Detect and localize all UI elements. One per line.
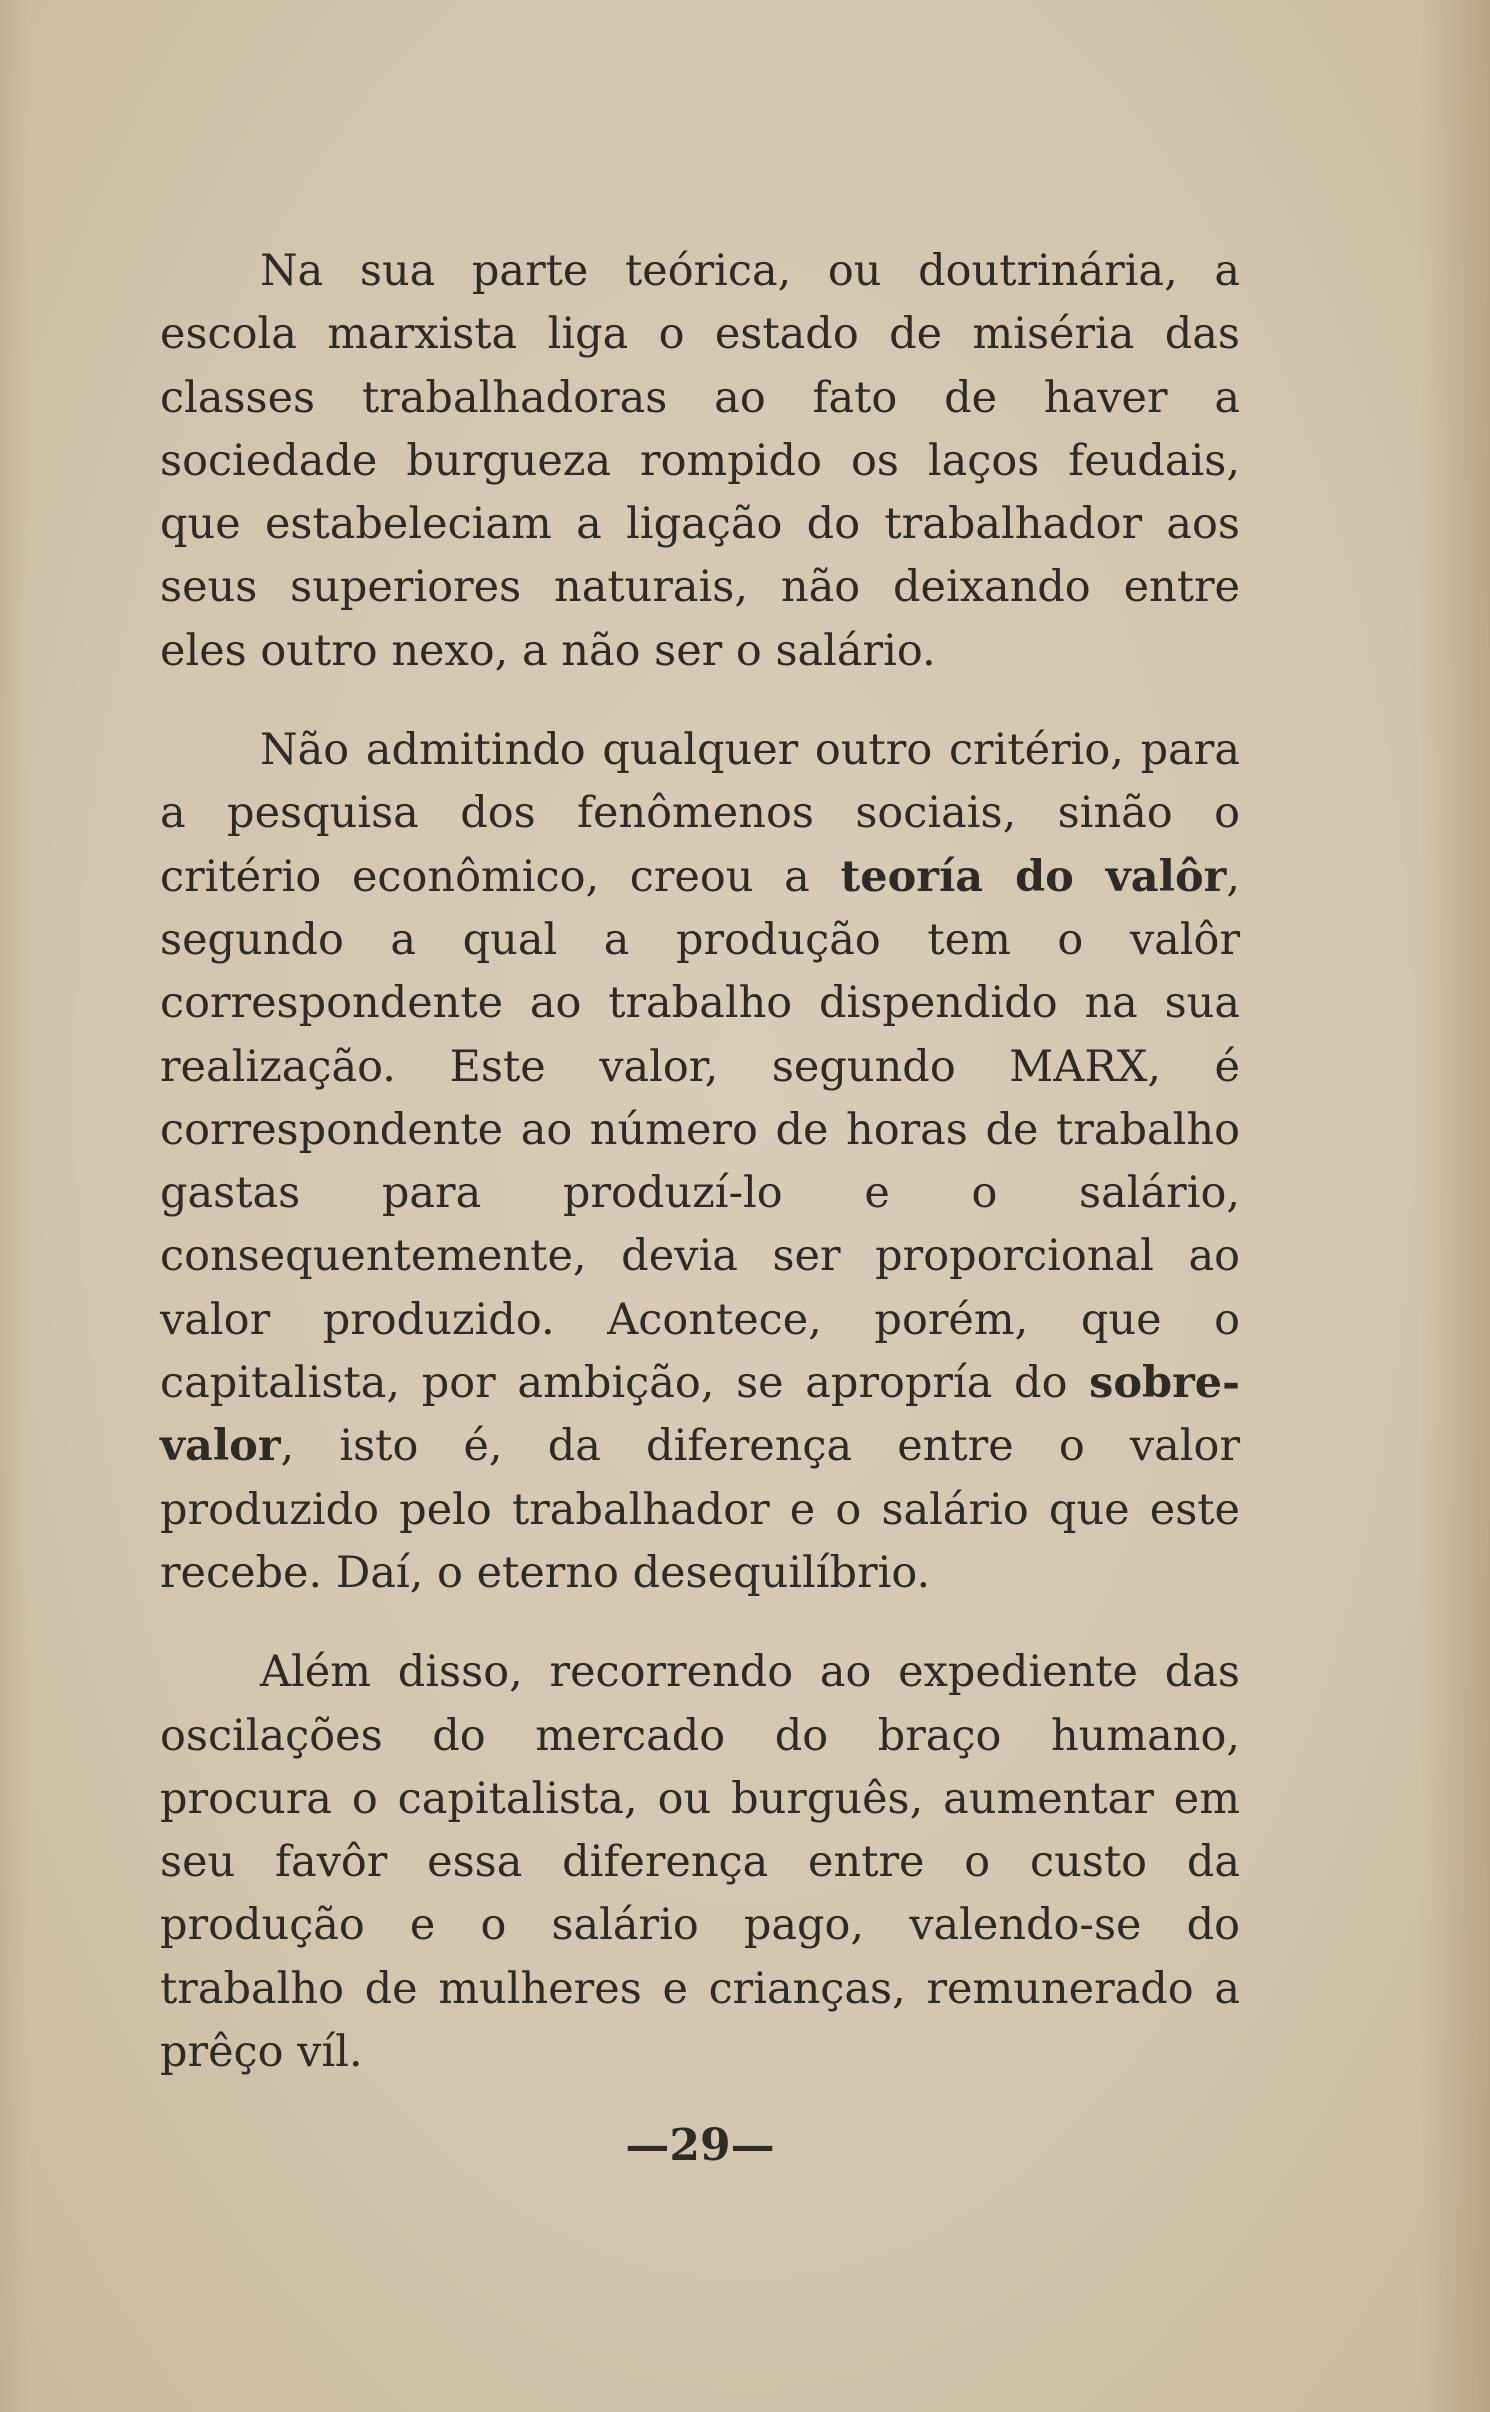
paragraph-3-text: Além disso, recorrendo ao expediente das oscilações do mercado do braço humano, procura o capitalista, ou burguês, aumentar em seu favôr essa diferença entre o custo da produção e o salário pago, valendo-se do trabalho de mulheres e crianças, remunerado a prêço víl. (160, 1647, 1240, 2078)
term-teoria-do-valor: teoría do valôr (840, 851, 1227, 902)
term-sobre-valor: sobre-valor (160, 1358, 1240, 1472)
body-text (160, 240, 1240, 2120)
page-edge-shadow-left (0, 0, 30, 2412)
page-edge-shadow-right (1420, 0, 1490, 2412)
paragraph-1 (160, 240, 1240, 683)
page-number: —29— (625, 2120, 775, 2171)
paragraph-1-text: Na sua parte teórica, ou doutrinária, a escola marxista liga o estado de miséria das classes trabalhadoras ao fato de haver a sociedade burgueza rompido os laços feudais, que estabeleciam a ligação do trabalhador aos seus superiores naturais, não deixando entre eles outro nexo, a não ser o salário. (160, 246, 1240, 676)
paragraph-2 (160, 719, 1240, 1605)
paragraph-2-text-c: , isto é, da diferença entre o valor produzido pelo trabalhador e o salário que este recebe. Daí, o eterno desequilíbrio. (160, 1421, 1240, 1598)
paragraph-2-text-a: Não admitindo qualquer outro critério, para a pesquisa dos fenômenos sociais, sinão o critério econômico, creou a (160, 725, 1240, 902)
paragraph-2-text-b: , segundo a qual a produção tem o valôr correspondente ao trabalho dispendido na sua realização. Este valor, segundo MARX, é correspondente ao número de horas de trabalho gastas para produzí-lo e o salário, consequentemente, devia ser proporcional ao valor produzido. Acontece, porém, que o capitalista, por ambição, se apropría do (160, 851, 1240, 1409)
paragraph-3 (160, 1641, 1240, 2084)
